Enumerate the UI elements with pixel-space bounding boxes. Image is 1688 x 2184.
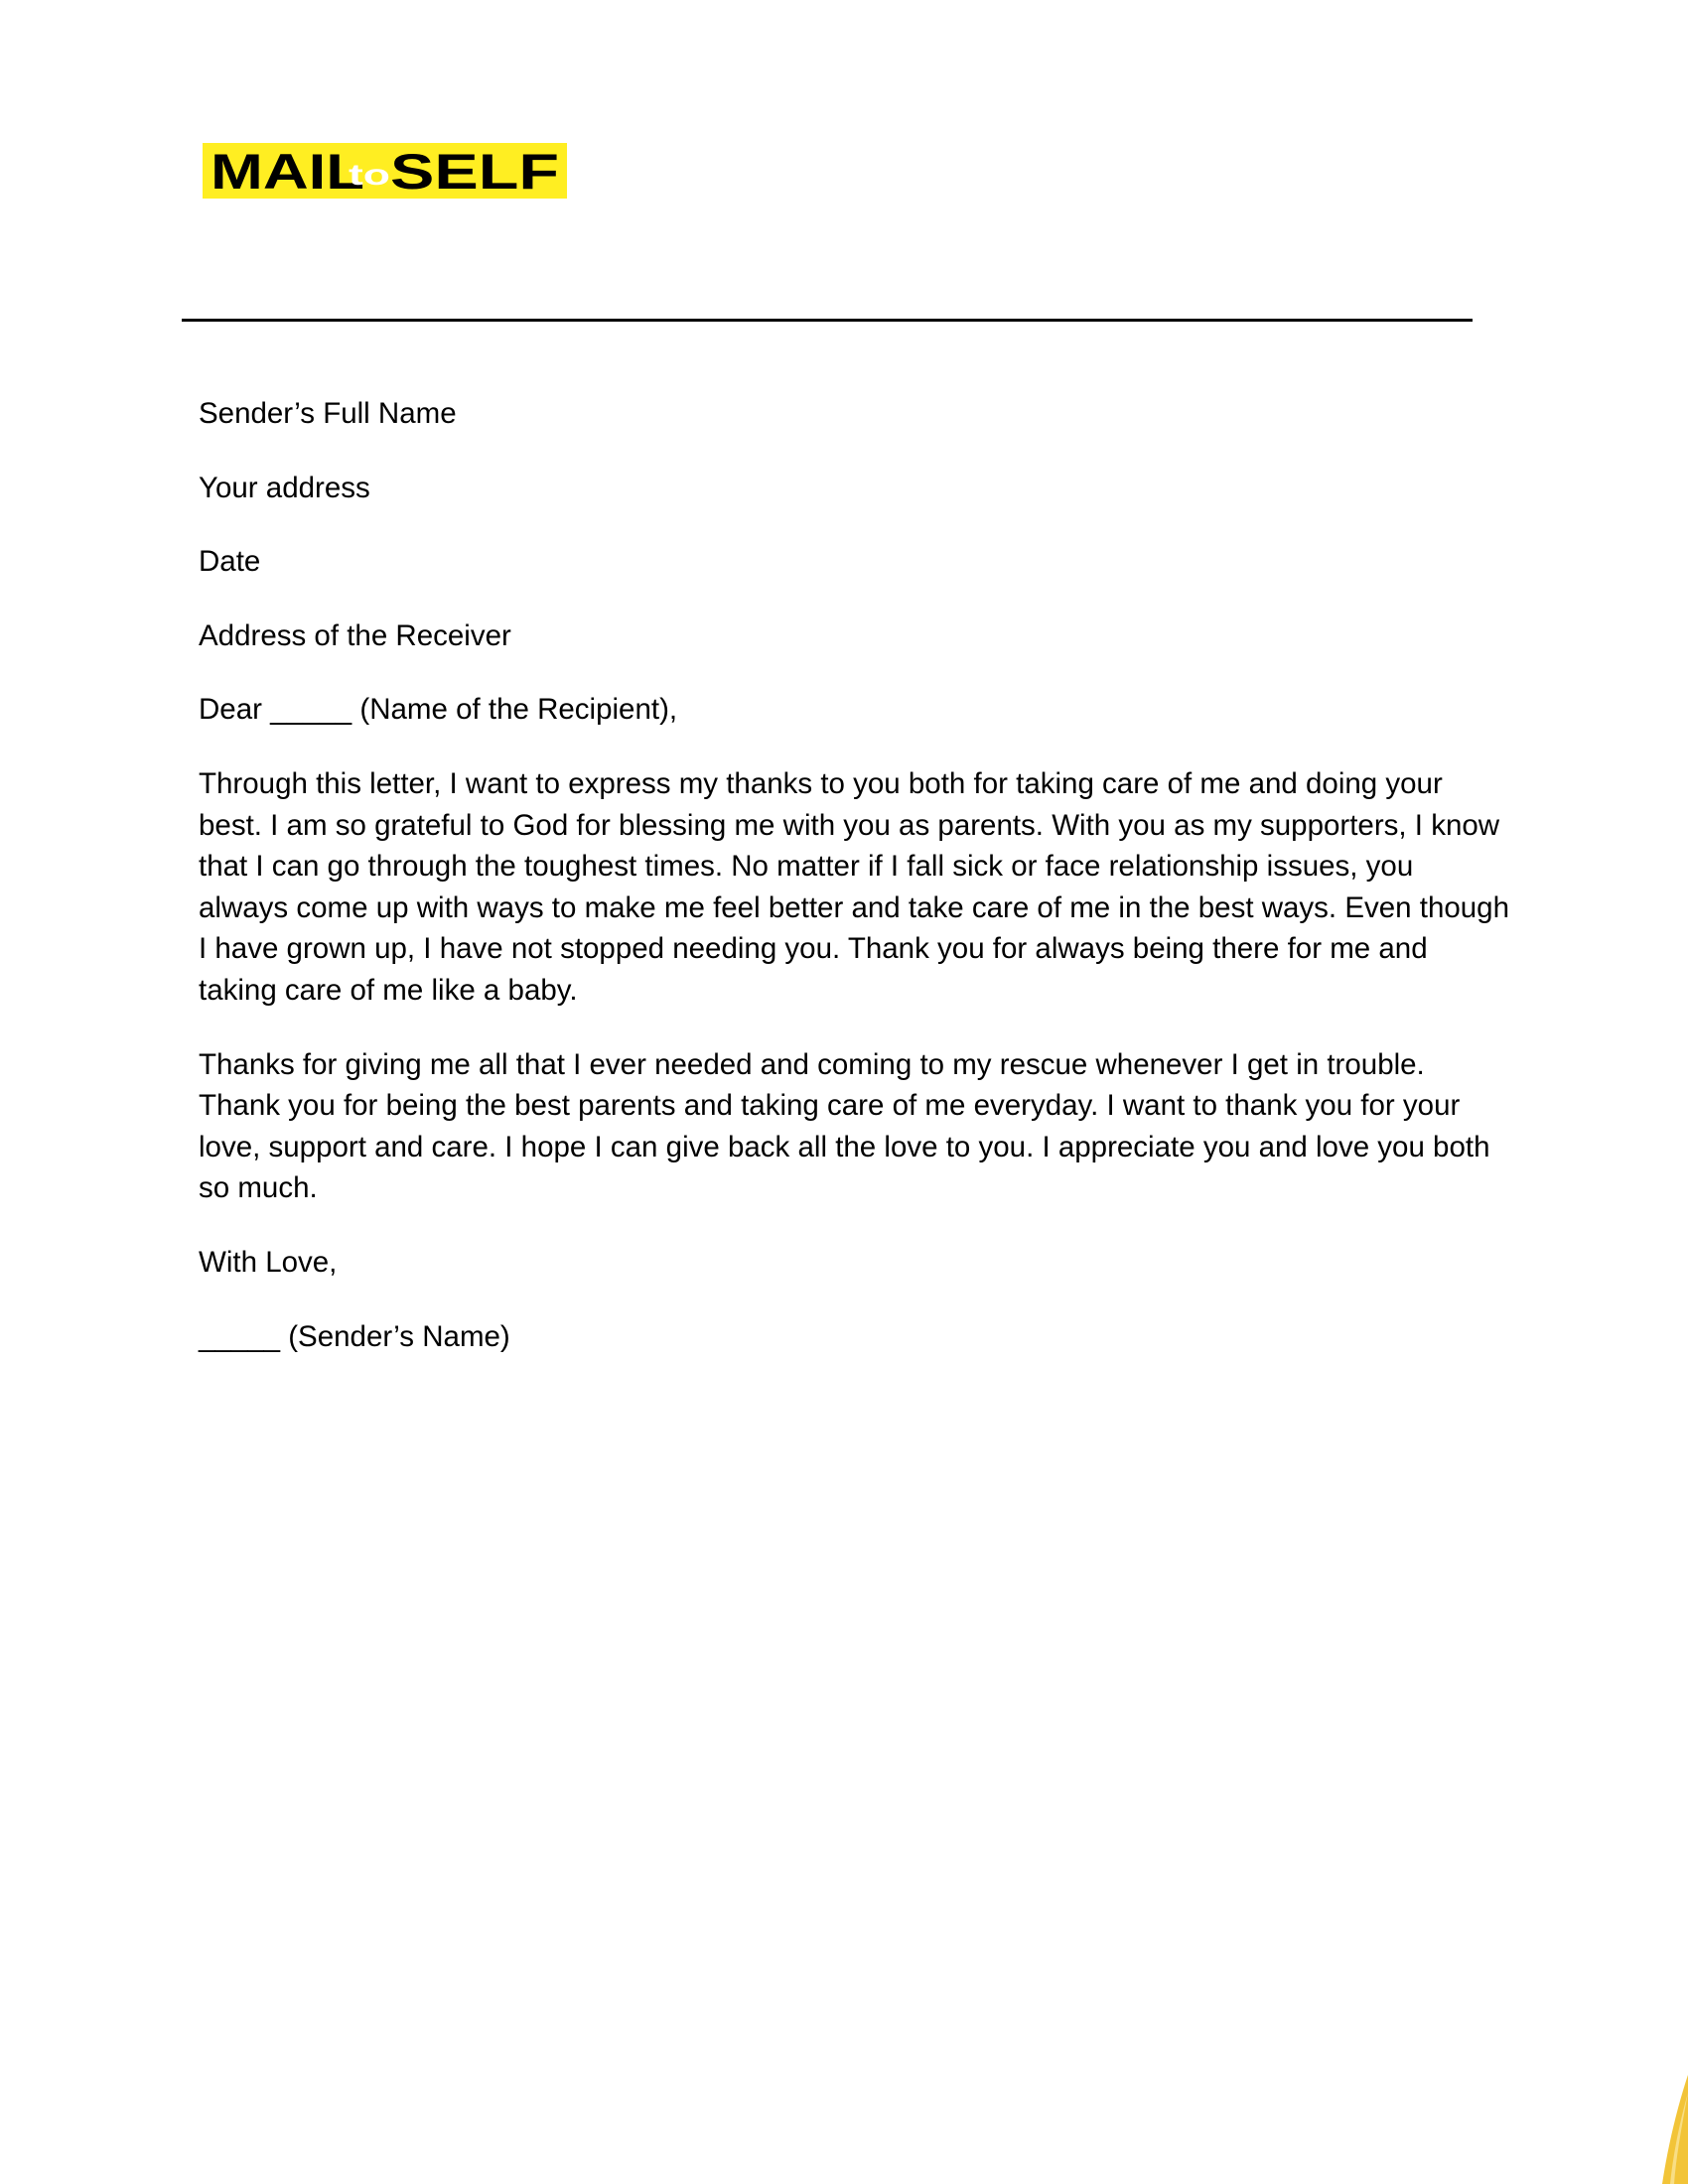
- corner-decoration: [1648, 2075, 1688, 2184]
- body-paragraph-1: Through this letter, I want to express my thanks to you both for taking care of me and doing your best. I am so grateful to God for blessing me with you as parents. With you as my supporters, I know that I can go through the toughest times. No matter if I fall sick or face relationship issues, you always come up with ways to make me feel better and take care of me in the best ways. Even though I have grown up, I have not stopped needing you. Thank you for always being there for me and taking care of me like a baby.: [199, 766, 1509, 1007]
- receiver-address: Address of the Receiver: [199, 618, 511, 652]
- logo-wordmark: [203, 143, 567, 199]
- letter-date: Date: [199, 545, 261, 579]
- letter-body: [199, 393, 1509, 1390]
- logo-word-mail: MAIL: [211, 144, 364, 199]
- logo-word-self: SELF: [390, 144, 559, 199]
- salutation: Dear _____ (Name of the Recipient),: [199, 693, 678, 727]
- sender-name: Sender’s Full Name: [199, 397, 457, 430]
- sender-address: Your address: [199, 471, 370, 504]
- body-paragraph-2: Thanks for giving me all that I ever needed and coming to my rescue whenever I get in trouble. Thank you for being the best parents and taking care of me everyday. I want to thank you for your love, support and care. I hope I can give back all the love to you. I appreciate you and love you both so much.: [199, 1047, 1490, 1205]
- logo-word-to: to: [349, 159, 390, 192]
- signature-line: _____ (Sender’s Name): [199, 1319, 510, 1353]
- mail-to-self-logo: [203, 143, 567, 199]
- closing: With Love,: [199, 1245, 338, 1279]
- header-divider: [182, 319, 1473, 322]
